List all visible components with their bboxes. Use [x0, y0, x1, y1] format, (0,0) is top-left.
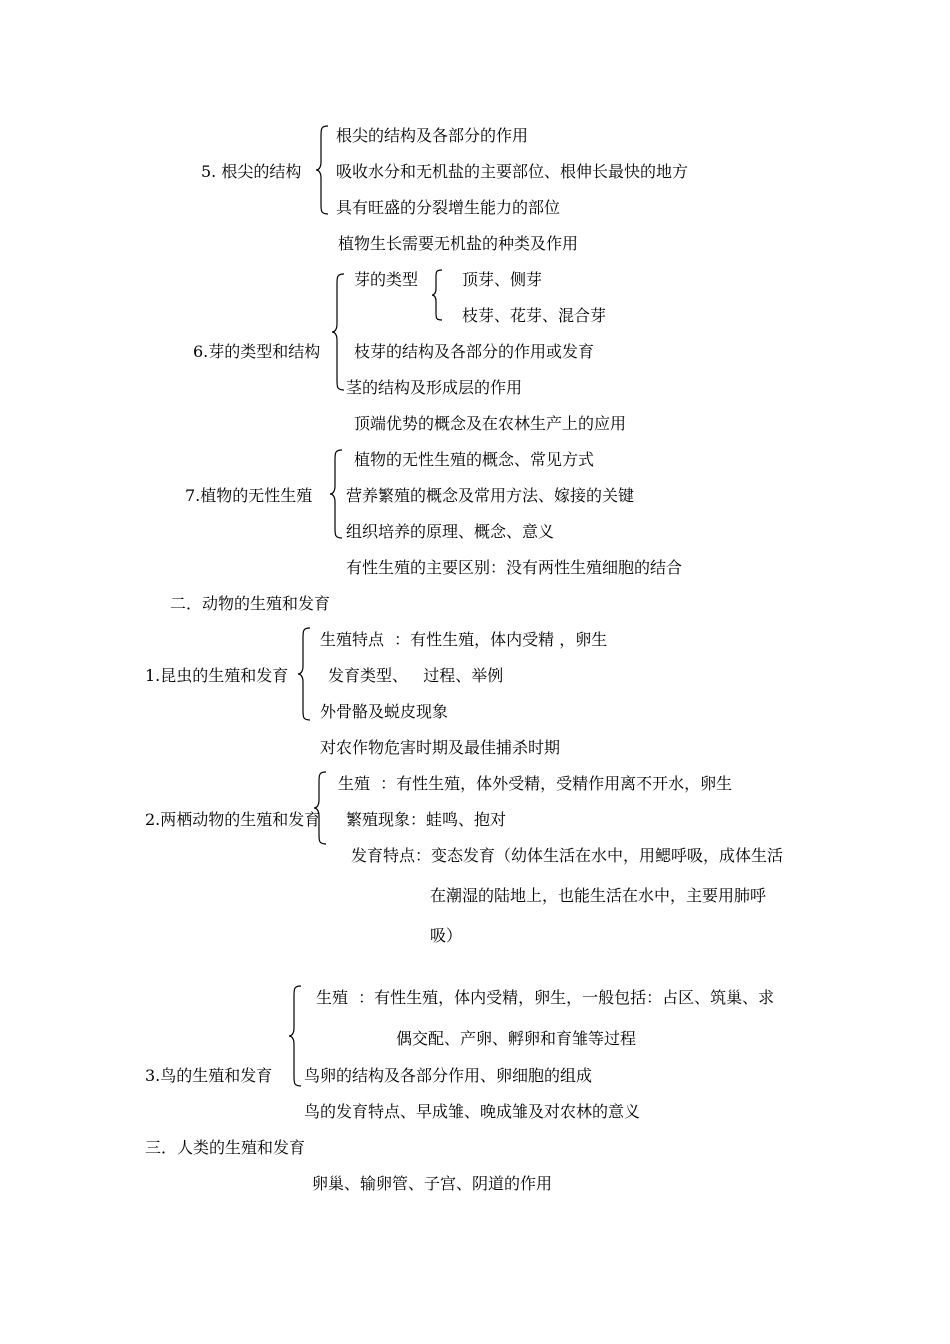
s7-note: 有性生殖的主要区别：没有两性生殖细胞的结合	[346, 558, 683, 577]
insects-item-3: 外骨骼及蜕皮现象	[320, 702, 449, 721]
insects-title: 1.昆虫的生殖和发育	[145, 666, 289, 685]
amphibians-item-3: 发育特点：变态发育（幼体生活在水中，用鳃呼吸，成体生活	[351, 846, 784, 865]
s7-brace	[328, 448, 348, 540]
s6-item-2: 茎的结构及形成层的作用	[346, 378, 523, 397]
s6-note: 顶端优势的概念及在农林生产上的应用	[354, 414, 627, 433]
s5-note: 植物生长需要无机盐的种类及作用	[338, 234, 579, 253]
birds-title: 3.鸟的生殖和发育	[145, 1066, 273, 1085]
s5-title: 5. 根尖的结构	[201, 162, 302, 181]
part3-item: 卵巢、输卵管、子宫、阴道的作用	[312, 1174, 553, 1193]
amphibians-item-3-cont-2: 吸）	[430, 926, 463, 945]
s5-brace	[314, 124, 334, 216]
insects-brace	[296, 626, 316, 722]
amphibians-title: 2.两栖动物的生殖和发育	[145, 810, 321, 829]
s6-bud-subtype-2: 枝芽、花芽、混合芽	[462, 306, 607, 325]
s7-item-3: 组织培养的原理、概念、意义	[346, 522, 555, 541]
s7-item-1: 植物的无性生殖的概念、常见方式	[354, 450, 595, 469]
part2-heading: 二．动物的生殖和发育	[170, 594, 331, 613]
birds-item-1-cont: 偶交配、产卵、孵卵和育雏等过程	[396, 1029, 637, 1048]
insects-item-2: 发育类型、 过程、举例	[328, 666, 504, 685]
insects-item-1: 生殖特点 ：有性生殖，体内受精 ，卵生	[320, 630, 608, 649]
part3-heading: 三．人类的生殖和发育	[145, 1138, 306, 1157]
amphibians-item-3-cont-1: 在潮湿的陆地上，也能生活在水中，主要用肺呼	[430, 886, 767, 905]
birds-item-1: 生殖 ：有性生殖，体内受精，卵生，一般包括：占区、筑巢、求	[316, 988, 775, 1007]
amphibians-brace	[312, 770, 332, 846]
s6-bud-subtype-1: 顶芽、侧芽	[462, 270, 543, 289]
s7-item-2: 营养繁殖的概念及常用方法、嫁接的关键	[346, 486, 635, 505]
s6-item-1: 枝芽的结构及各部分的作用或发育	[354, 342, 595, 361]
amphibians-item-1: 生殖 ：有性生殖，体外受精，受精作用离不开水，卵生	[338, 774, 733, 793]
s5-item-1: 根尖的结构及各部分的作用	[336, 126, 529, 145]
s6-bud-type: 芽的类型	[354, 270, 419, 289]
s6-title: 6.芽的类型和结构	[193, 342, 321, 361]
birds-note: 鸟的发育特点、早成雏、晚成雏及对农林的意义	[304, 1102, 641, 1121]
s6-bud-type-brace	[430, 268, 448, 322]
s5-item-2: 吸收水分和无机盐的主要部位、根伸长最快的地方	[336, 162, 689, 181]
amphibians-item-2: 繁殖现象：蛙鸣、抱对	[346, 810, 507, 829]
s5-item-3: 具有旺盛的分裂增生能力的部位	[336, 198, 561, 217]
insects-note: 对农作物危害时期及最佳捕杀时期	[320, 738, 561, 757]
s6-brace	[330, 272, 350, 392]
s7-title: 7.植物的无性生殖	[185, 486, 313, 505]
birds-item-2: 鸟卵的结构及各部分作用、卵细胞的组成	[304, 1066, 593, 1085]
